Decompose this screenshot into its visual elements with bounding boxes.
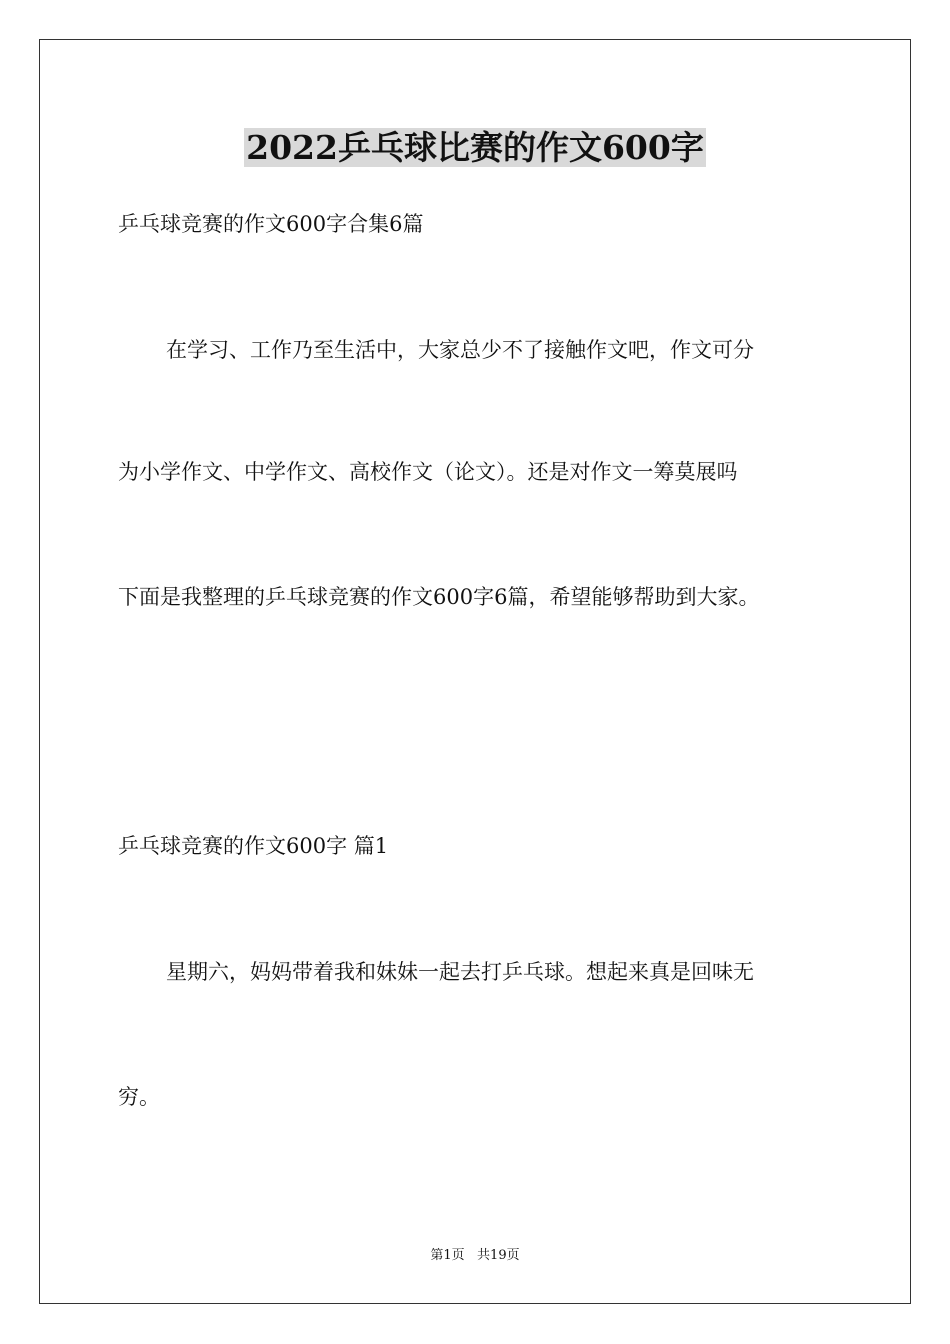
collection-subtitle: 乒乓球竞赛的作文600字合集6篇 <box>118 212 424 236</box>
essay-1-paragraph-line-1: 星期六，妈妈带着我和妹妹一起去打乒乓球。想起来真是回味无 <box>166 960 754 984</box>
page-number-footer: 第1页 共19页 <box>430 1248 520 1263</box>
essay-1-paragraph-line-2: 穷。 <box>118 1085 160 1109</box>
title-text: 2022乒乓球比赛的作文600字 <box>246 128 704 167</box>
essay-1-heading: 乒乓球竞赛的作文600字 篇1 <box>118 834 389 858</box>
intro-paragraph-line-1: 在学习、工作乃至生活中，大家总少不了接触作文吧，作文可分 <box>166 338 754 362</box>
intro-paragraph-line-3: 下面是我整理的乒乓球竞赛的作文600字6篇，希望能够帮助到大家。 <box>118 585 760 609</box>
document-title <box>0 126 950 170</box>
intro-paragraph-line-2: 为小学作文、中学作文、高校作文（论文）。还是对作文一筹莫展吗 <box>118 460 738 484</box>
